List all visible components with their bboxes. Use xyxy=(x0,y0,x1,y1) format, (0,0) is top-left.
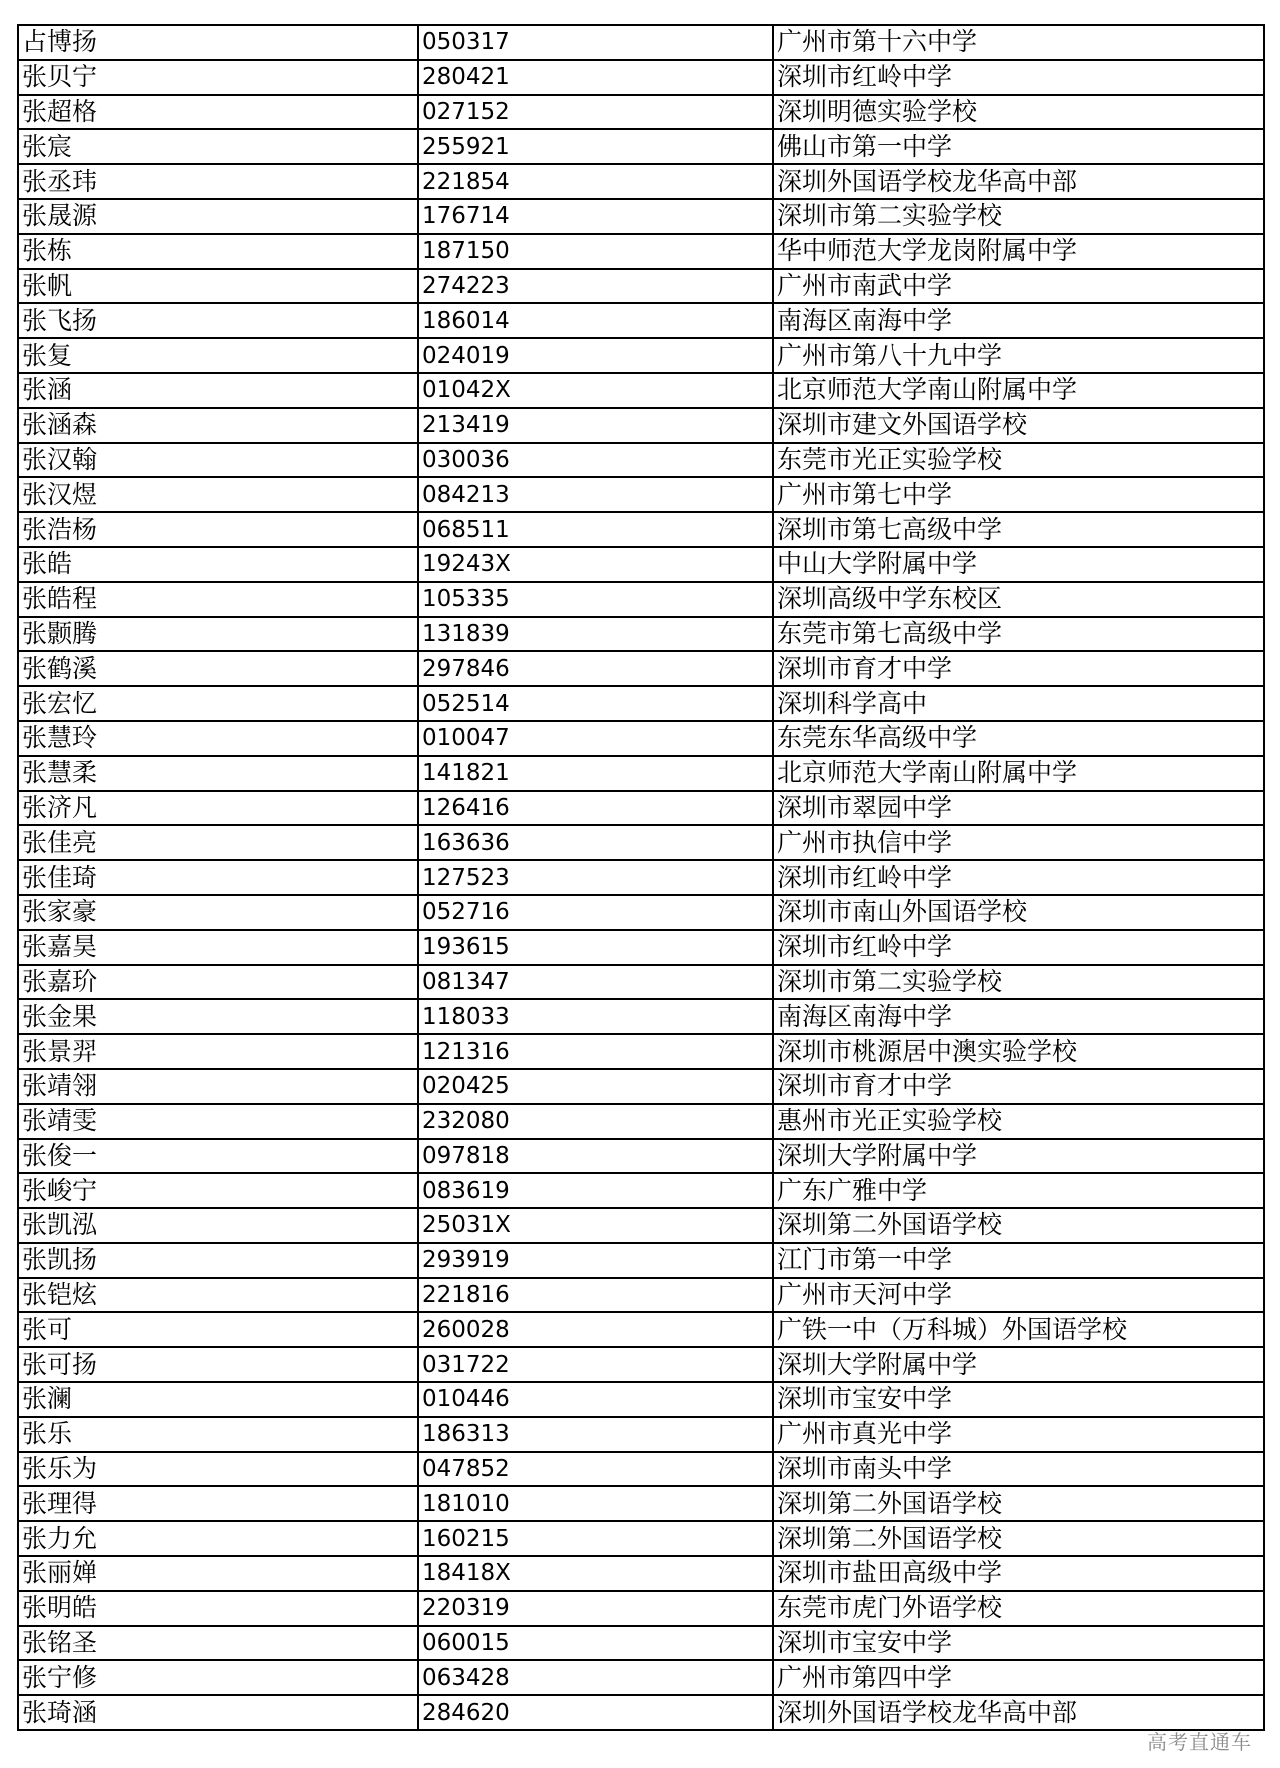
school-name-cell: 深圳市第七高级中学 xyxy=(773,512,1264,547)
school-name-cell: 东莞市光正实验学校 xyxy=(773,443,1264,478)
student-name-cell: 张嘉玠 xyxy=(18,965,418,1000)
table-row xyxy=(18,1069,1264,1104)
student-id-cell: 050317 xyxy=(418,25,773,60)
table-row xyxy=(18,965,1264,1000)
table-row xyxy=(18,60,1264,95)
school-name-cell: 深圳市盐田高级中学 xyxy=(773,1556,1264,1591)
student-id-cell: 186313 xyxy=(418,1417,773,1452)
student-name-cell: 张凯泓 xyxy=(18,1208,418,1243)
student-name-cell: 张飞扬 xyxy=(18,303,418,338)
student-name-cell: 张贝宁 xyxy=(18,60,418,95)
student-id-cell: 031722 xyxy=(418,1347,773,1382)
table-row xyxy=(18,651,1264,686)
student-name-cell: 张金果 xyxy=(18,999,418,1034)
student-name-cell: 张靖雯 xyxy=(18,1104,418,1139)
table-row xyxy=(18,443,1264,478)
student-id-cell: 052716 xyxy=(418,895,773,930)
student-id-cell: 141821 xyxy=(418,756,773,791)
school-name-cell: 广州市第七中学 xyxy=(773,477,1264,512)
table-body xyxy=(18,25,1264,1730)
student-name-cell: 张可 xyxy=(18,1312,418,1347)
student-id-cell: 097818 xyxy=(418,1139,773,1174)
student-name-cell: 张汉煜 xyxy=(18,477,418,512)
table-row xyxy=(18,408,1264,443)
school-name-cell: 广州市南武中学 xyxy=(773,269,1264,304)
student-name-cell: 张明皓 xyxy=(18,1591,418,1626)
student-id-cell: 052514 xyxy=(418,686,773,721)
student-name-cell: 张力允 xyxy=(18,1521,418,1556)
school-name-cell: 深圳第二外国语学校 xyxy=(773,1208,1264,1243)
table-row xyxy=(18,512,1264,547)
student-name-cell: 占博扬 xyxy=(18,25,418,60)
student-name-cell: 张宁修 xyxy=(18,1660,418,1695)
student-id-cell: 221816 xyxy=(418,1278,773,1313)
table-row xyxy=(18,129,1264,164)
student-name-cell: 张鹤溪 xyxy=(18,651,418,686)
school-name-cell: 广州市执信中学 xyxy=(773,825,1264,860)
school-name-cell: 江门市第一中学 xyxy=(773,1243,1264,1278)
table-row xyxy=(18,1382,1264,1417)
school-name-cell: 深圳市第二实验学校 xyxy=(773,965,1264,1000)
school-name-cell: 广州市第八十九中学 xyxy=(773,338,1264,373)
student-name-cell: 张颢腾 xyxy=(18,617,418,652)
school-name-cell: 北京师范大学南山附属中学 xyxy=(773,756,1264,791)
table-row xyxy=(18,1347,1264,1382)
student-id-cell: 293919 xyxy=(418,1243,773,1278)
student-id-cell: 181010 xyxy=(418,1486,773,1521)
student-name-cell: 张佳亮 xyxy=(18,825,418,860)
table-row xyxy=(18,930,1264,965)
student-id-cell: 084213 xyxy=(418,477,773,512)
table-row xyxy=(18,269,1264,304)
student-name-cell: 张佳琦 xyxy=(18,860,418,895)
student-id-cell: 063428 xyxy=(418,1660,773,1695)
student-id-cell: 25031X xyxy=(418,1208,773,1243)
table-row xyxy=(18,199,1264,234)
table-row xyxy=(18,1591,1264,1626)
student-name-cell: 张宸 xyxy=(18,129,418,164)
school-name-cell: 深圳第二外国语学校 xyxy=(773,1486,1264,1521)
student-name-cell: 张铠炫 xyxy=(18,1278,418,1313)
table-row xyxy=(18,1521,1264,1556)
student-id-cell: 193615 xyxy=(418,930,773,965)
student-id-cell: 068511 xyxy=(418,512,773,547)
school-name-cell: 东莞市虎门外语学校 xyxy=(773,1591,1264,1626)
table-row xyxy=(18,791,1264,826)
school-name-cell: 深圳科学高中 xyxy=(773,686,1264,721)
table-row xyxy=(18,825,1264,860)
table-row xyxy=(18,686,1264,721)
student-id-cell: 232080 xyxy=(418,1104,773,1139)
table-row xyxy=(18,373,1264,408)
school-name-cell: 深圳市宝安中学 xyxy=(773,1382,1264,1417)
student-id-cell: 024019 xyxy=(418,338,773,373)
table-row xyxy=(18,1695,1264,1730)
table-row xyxy=(18,1556,1264,1591)
school-name-cell: 广州市天河中学 xyxy=(773,1278,1264,1313)
student-id-cell: 186014 xyxy=(418,303,773,338)
student-name-cell: 张铭圣 xyxy=(18,1626,418,1661)
student-id-cell: 187150 xyxy=(418,234,773,269)
student-name-cell: 张乐 xyxy=(18,1417,418,1452)
table-row xyxy=(18,1486,1264,1521)
table-row xyxy=(18,1173,1264,1208)
school-name-cell: 深圳市桃源居中澳实验学校 xyxy=(773,1034,1264,1069)
school-name-cell: 深圳大学附属中学 xyxy=(773,1139,1264,1174)
school-name-cell: 深圳外国语学校龙华高中部 xyxy=(773,164,1264,199)
student-id-cell: 060015 xyxy=(418,1626,773,1661)
table-row xyxy=(18,477,1264,512)
table-row xyxy=(18,1104,1264,1139)
student-name-cell: 张浩杨 xyxy=(18,512,418,547)
student-id-cell: 176714 xyxy=(418,199,773,234)
student-name-cell: 张峻宁 xyxy=(18,1173,418,1208)
student-id-cell: 047852 xyxy=(418,1452,773,1487)
school-name-cell: 东莞市第七高级中学 xyxy=(773,617,1264,652)
student-name-cell: 张涵森 xyxy=(18,408,418,443)
student-name-cell: 张宏忆 xyxy=(18,686,418,721)
school-name-cell: 深圳市南山外国语学校 xyxy=(773,895,1264,930)
student-name-cell: 张乐为 xyxy=(18,1452,418,1487)
table-row xyxy=(18,1312,1264,1347)
table-row xyxy=(18,756,1264,791)
student-id-cell: 274223 xyxy=(418,269,773,304)
school-name-cell: 深圳外国语学校龙华高中部 xyxy=(773,1695,1264,1730)
student-name-cell: 张皓程 xyxy=(18,582,418,617)
school-name-cell: 广东广雅中学 xyxy=(773,1173,1264,1208)
school-name-cell: 深圳明德实验学校 xyxy=(773,95,1264,130)
table-row xyxy=(18,1626,1264,1661)
table-row xyxy=(18,721,1264,756)
student-name-cell: 张理得 xyxy=(18,1486,418,1521)
school-name-cell: 广州市第四中学 xyxy=(773,1660,1264,1695)
student-name-cell: 张景羿 xyxy=(18,1034,418,1069)
table-row xyxy=(18,547,1264,582)
student-name-cell: 张帆 xyxy=(18,269,418,304)
table-row xyxy=(18,1243,1264,1278)
student-name-cell: 张靖翎 xyxy=(18,1069,418,1104)
school-name-cell: 深圳市翠园中学 xyxy=(773,791,1264,826)
student-name-cell: 张复 xyxy=(18,338,418,373)
student-name-cell: 张汉翰 xyxy=(18,443,418,478)
school-name-cell: 惠州市光正实验学校 xyxy=(773,1104,1264,1139)
table-row xyxy=(18,164,1264,199)
school-name-cell: 深圳市红岭中学 xyxy=(773,860,1264,895)
table-row xyxy=(18,895,1264,930)
student-id-cell: 260028 xyxy=(418,1312,773,1347)
student-list xyxy=(17,24,1263,1731)
student-id-cell: 297846 xyxy=(418,651,773,686)
school-name-cell: 深圳高级中学东校区 xyxy=(773,582,1264,617)
school-name-cell: 深圳市红岭中学 xyxy=(773,930,1264,965)
student-name-cell: 张栋 xyxy=(18,234,418,269)
student-name-cell: 张澜 xyxy=(18,1382,418,1417)
table-row xyxy=(18,1278,1264,1313)
student-id-cell: 19243X xyxy=(418,547,773,582)
student-id-cell: 030036 xyxy=(418,443,773,478)
table-row xyxy=(18,1417,1264,1452)
student-id-cell: 010047 xyxy=(418,721,773,756)
student-name-cell: 张丽婵 xyxy=(18,1556,418,1591)
school-name-cell: 南海区南海中学 xyxy=(773,999,1264,1034)
student-name-cell: 张超格 xyxy=(18,95,418,130)
student-id-cell: 01042X xyxy=(418,373,773,408)
school-name-cell: 中山大学附属中学 xyxy=(773,547,1264,582)
student-name-cell: 张可扬 xyxy=(18,1347,418,1382)
school-name-cell: 深圳第二外国语学校 xyxy=(773,1521,1264,1556)
table-row xyxy=(18,25,1264,60)
table-row xyxy=(18,95,1264,130)
student-id-cell: 020425 xyxy=(418,1069,773,1104)
school-name-cell: 北京师范大学南山附属中学 xyxy=(773,373,1264,408)
table-row xyxy=(18,999,1264,1034)
school-name-cell: 深圳市第二实验学校 xyxy=(773,199,1264,234)
table-row xyxy=(18,1208,1264,1243)
watermark-text: 高考直通车 xyxy=(1147,1730,1252,1754)
school-name-cell: 深圳市宝安中学 xyxy=(773,1626,1264,1661)
school-name-cell: 广铁一中（万科城）外国语学校 xyxy=(773,1312,1264,1347)
student-name-cell: 张济凡 xyxy=(18,791,418,826)
student-id-cell: 127523 xyxy=(418,860,773,895)
school-name-cell: 广州市真光中学 xyxy=(773,1417,1264,1452)
school-name-cell: 华中师范大学龙岗附属中学 xyxy=(773,234,1264,269)
table-row xyxy=(18,1034,1264,1069)
student-id-cell: 027152 xyxy=(418,95,773,130)
school-name-cell: 深圳市育才中学 xyxy=(773,651,1264,686)
student-name-cell: 张琦涵 xyxy=(18,1695,418,1730)
student-id-cell: 280421 xyxy=(418,60,773,95)
school-name-cell: 深圳大学附属中学 xyxy=(773,1347,1264,1382)
student-id-cell: 163636 xyxy=(418,825,773,860)
student-name-cell: 张慧玲 xyxy=(18,721,418,756)
student-name-cell: 张皓 xyxy=(18,547,418,582)
student-id-cell: 221854 xyxy=(418,164,773,199)
student-name-cell: 张晟源 xyxy=(18,199,418,234)
student-id-cell: 118033 xyxy=(418,999,773,1034)
student-id-cell: 160215 xyxy=(418,1521,773,1556)
table-row xyxy=(18,1452,1264,1487)
table-row xyxy=(18,234,1264,269)
student-id-cell: 126416 xyxy=(418,791,773,826)
table-row xyxy=(18,1660,1264,1695)
student-name-cell: 张家豪 xyxy=(18,895,418,930)
student-id-cell: 131839 xyxy=(418,617,773,652)
student-id-cell: 010446 xyxy=(418,1382,773,1417)
table-row xyxy=(18,1139,1264,1174)
school-name-cell: 广州市第十六中学 xyxy=(773,25,1264,60)
table-row xyxy=(18,338,1264,373)
student-id-cell: 105335 xyxy=(418,582,773,617)
student-id-cell: 18418X xyxy=(418,1556,773,1591)
school-name-cell: 深圳市南头中学 xyxy=(773,1452,1264,1487)
table-row xyxy=(18,860,1264,895)
school-name-cell: 佛山市第一中学 xyxy=(773,129,1264,164)
table-row xyxy=(18,303,1264,338)
student-name-cell: 张俊一 xyxy=(18,1139,418,1174)
school-name-cell: 深圳市育才中学 xyxy=(773,1069,1264,1104)
student-id-cell: 220319 xyxy=(418,1591,773,1626)
student-name-cell: 张慧柔 xyxy=(18,756,418,791)
student-id-cell: 284620 xyxy=(418,1695,773,1730)
student-name-cell: 张嘉昊 xyxy=(18,930,418,965)
school-name-cell: 东莞东华高级中学 xyxy=(773,721,1264,756)
student-name-cell: 张涵 xyxy=(18,373,418,408)
student-id-cell: 121316 xyxy=(418,1034,773,1069)
school-name-cell: 南海区南海中学 xyxy=(773,303,1264,338)
student-name-cell: 张凯扬 xyxy=(18,1243,418,1278)
table-row xyxy=(18,582,1264,617)
student-id-cell: 083619 xyxy=(418,1173,773,1208)
table-row xyxy=(18,617,1264,652)
student-table xyxy=(17,24,1265,1731)
student-id-cell: 213419 xyxy=(418,408,773,443)
student-id-cell: 081347 xyxy=(418,965,773,1000)
student-name-cell: 张丞玮 xyxy=(18,164,418,199)
student-id-cell: 255921 xyxy=(418,129,773,164)
school-name-cell: 深圳市建文外国语学校 xyxy=(773,408,1264,443)
school-name-cell: 深圳市红岭中学 xyxy=(773,60,1264,95)
